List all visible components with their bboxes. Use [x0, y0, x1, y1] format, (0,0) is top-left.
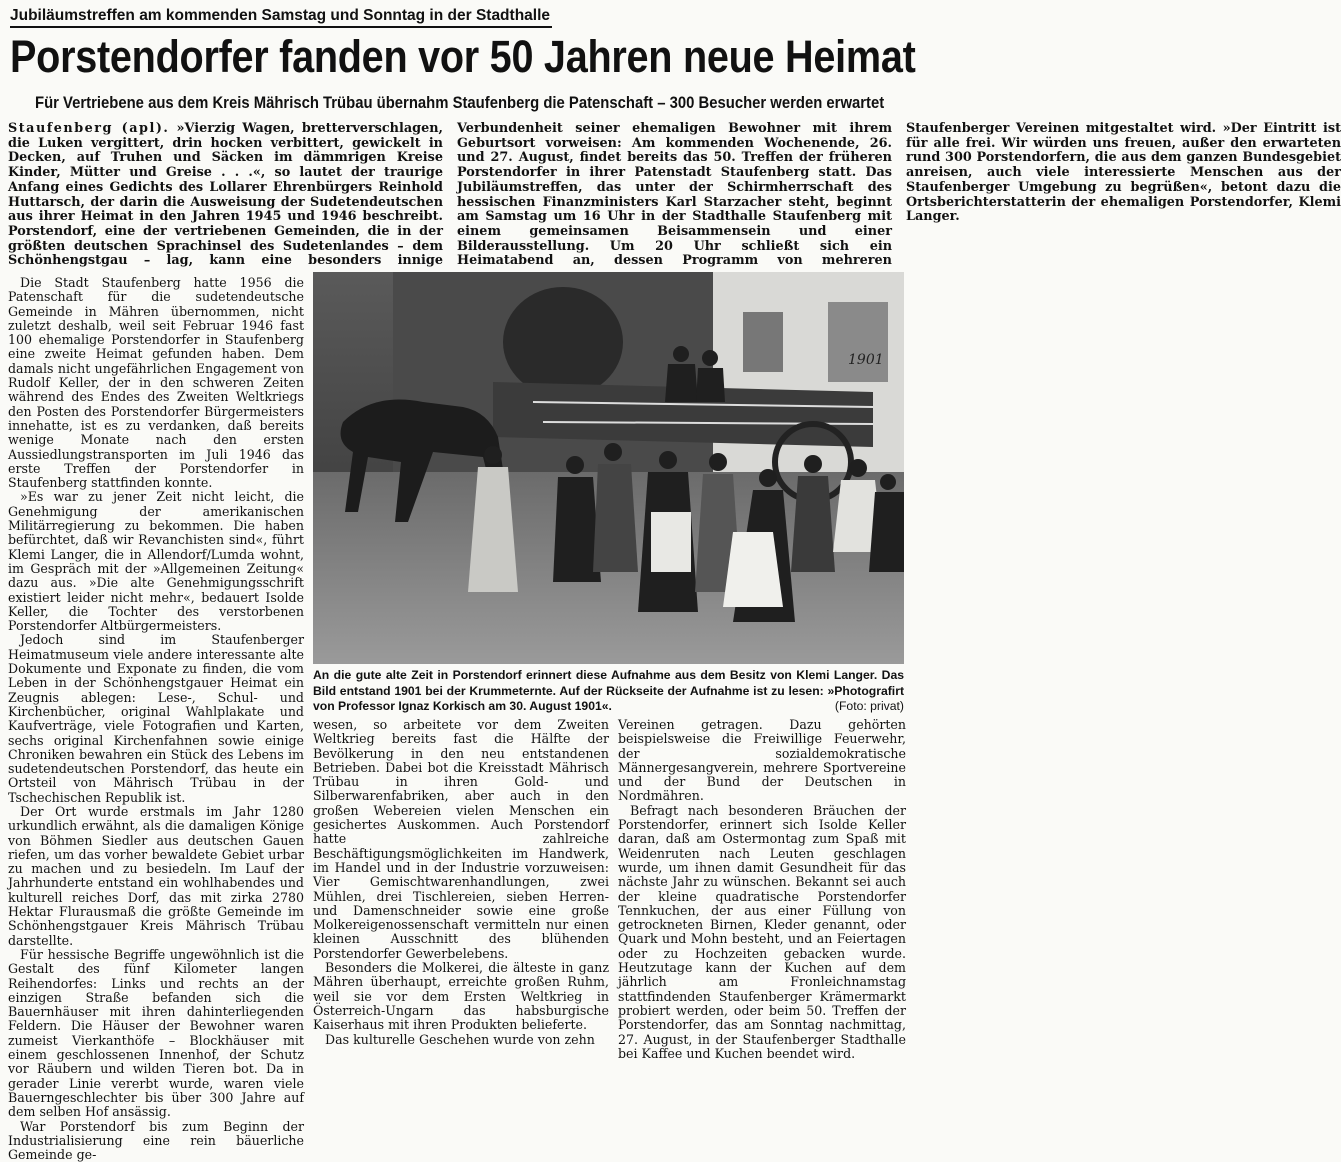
headline: Porstendorfer fanden vor 50 Jahren neue Heimat [10, 31, 916, 82]
caption-text: An die gute alte Zeit in Porstendorf erinnert diese Aufnahme aus dem Besitz von Klemi Langer. Das Bild entstand 1901 bei der Krummeternte. Auf der Rückseite der Aufnahme ist zu lesen: »Photografirt von Professor Ignaz Korkisch am 30. August 1901«. [313, 668, 904, 713]
paragraph: War Porstendorf bis zum Beginn der Industrialisierung eine rein bäuerliche Gemeinde ge- [8, 1118, 304, 1162]
intro-body: »Vierzig Wagen, bretterverschlagen, die Luken vergittert, drin hocken verbittert, gewickelt in Decken, auf Truhen und Säcken im dämmrigen Kreise Kinder, Mütter und Greise . . .«, so lautet der traurige Anfang eines Gedichts des Lollarer Ehrenbürgers Reinhold Huttarsch, der darin die Ausweisung der Sudetendeutschen aus ihrer Heimat in den Jahren 1945 und 1946 beschreibt. Porstendorf, eine der vertriebenen Gemeinden, die in der größten deutschen Sprachinsel des Sudetenlandes – dem Schönhengstgau – lag, kann eine besonders innige Verbundenheit seiner ehemaligen Bewohner mit ihrem Geburtsort vorweisen: Am kommenden Wochenende, 26. und 27. August, findet bereits das 50. Treffen der früheren Porstendorfer in ihrer Patenstadt Staufenberg statt. Das Jubiläumstreffen, das unter der Schirmherrschaft des hessischen Finanzministers Karl Starzacher steht, beginnt am Samstag um 16 Uhr in der Stadthalle Staufenberg mit einem gemeinsamen Beisammensein und einer Bilderausstellung. Um 20 Uhr schließt sich ein Heimatabend an, dessen Programm von mehreren Staufenberger Vereinen mitgestaltet wird. »Der Eintritt ist für alle frei. Wir würden uns freuen, außer den erwarteten rund 300 Porstendorfern, die aus dem ganzen Bundesgebiet anreisen, auch viele interessierte Menschen aus der Staufenberger Umgebung zu begrüßen«, betont dazu die Ortsberichterstatterin der ehemaligen Porstendorfer, Klemi Langer. [8, 121, 1341, 269]
paragraph: Das kulturelle Geschehen wurde von zehn [325, 1031, 595, 1047]
paragraph: Der Ort wurde erstmals im Jahr 1280 urkundlich erwähnt, als die damaligen Könige von Böhmen Siedler aus deutschen Gauen riefen, um das vorher bewaldete Gebiet urbar zu machen und zu besiedeln. Im Lauf der Jahrhunderte entstand ein wohlhabendes und kulturell reiches Dorf, das mit zirka 2780 Hektar Flurausmaß die größte Gemeinde im Schönhengstgauer Kreis Mährisch Trübau darstellte. [8, 803, 304, 948]
paragraph: Jedoch sind im Staufenberger Heimatmuseum viele andere interessante alte Dokumente und Exponate zu finden, die vom Leben in der Schönhengstgauer Heimat ein Zeugnis ablegen: Lese-, Schul- und Kirchenbücher, original Wahlplakate und Kaufverträge, viele Fotografien und Karten, sechs original Kirchenfahnen sowie einige Chroniken bewahren ein Stück des Lebens im sudetendeutschen Porstendorf, das heute ein Ortsteil von Mährisch Trübau in der Tschechischen Republik ist. [8, 632, 304, 805]
article-column-1 [8, 275, 304, 1162]
paragraph: wesen, so arbeitete vor dem Zweiten Weltkrieg bereits fast die Hälfte der Bevölkerung in den neu entstandenen Betrieben. Dabei bot die Kreisstadt Mährisch Trübau in ihren Gold- und Silberwarenfabriken, aber auch in den großen Webereien vielen Menschen ein gesichertes Auskommen. Auch Porstendorf hatte zahlreiche Beschäftigungsmöglichkeiten im Handwerk, im Handel und in der Industrie vorzuweisen: Vier Gemischtwarenhandlungen, zwei Mühlen, drei Tischlereien, sieben Herren- und Damenschneider sowie eine große Molkereigenossenschaft vermitteln nur einen kleinen Ausschnitt des blühenden Porstendorfer Gewerbelebens. [313, 717, 609, 961]
intro-text [8, 121, 1341, 270]
harvest-scene-image [313, 272, 904, 664]
paragraph: Für hessische Begriffe ungewöhnlich ist die Gestalt des fünf Kilometer langen Reihendorfes: Links und rechts an der einzigen Straße befanden sich die Bauernhäuser mit ihren dahinterliegenden Feldern. Die Häuser der Bewohner waren zumeist Vierkanthöfe – Blockhäuser mit einem geschlossenen Innenhof, der Schutz vor Räubern und wilden Tieren bot. Da in gerader Linie vererbt wurde, waren viele Bauerngeschlechter bis über 300 Jahre auf dem selben Hof ansässig. [8, 946, 304, 1120]
photo-credit: (Foto: privat) [834, 699, 904, 713]
paragraph: Besonders die Molkerei, die älteste in ganz Mähren überhaupt, erreichte großen Ruhm, weil sie vor dem Ersten Weltkrieg in Österreich-Ungarn das habsburgische Kaiserhaus mit ihren Produkten belieferte. [313, 960, 609, 1033]
article-column-3 [618, 717, 906, 1061]
subhead: Für Vertriebene aus dem Kreis Mährisch Trübau übernahm Staufenberg die Patenschaft – 300 Besucher werden erwartet [35, 94, 885, 112]
photo-caption [313, 668, 904, 715]
paragraph: Die Stadt Staufenberg hatte 1956 die Patenschaft für die sudetendeutsche Gemeinde in Mähren übernommen, nicht zuletzt deshalb, weil seit Februar 1946 fast 100 ehemalige Porstendorfer in Staufenberg eine zweite Heimat gefunden haben. Dem damals nicht ungefährlichen Engagement von Rudolf Keller, der in den schweren Zeiten während des Endes des Zweiten Weltkriegs den Posten des Porstendorfer Bürgermeisters innehatte, ist es zu verdanken, daß bereits wenige Monate nach den ersten Aussiedlungstransporten im Juli 1946 das erste Treffen der Porstendorfer in Staufenberg stattfinden konnte. [8, 275, 304, 491]
photo-year-mark: 1901 [848, 352, 884, 368]
paragraph: »Es war zu jener Zeit nicht leicht, die Genehmigung der amerikanischen Militärregierung zu bekommen. Die haben befürchtet, daß wir Revanchisten sind«, führt Klemi Langer, die in Allendorf/Lumda wohnt, im Gespräch mit der »Allgemeinen Zeitung« dazu aus. »Die alte Genehmigungsschrift existiert leider nicht mehr«, bedauert Isolde Keller, die Tochter des verstorbenen Porstendorfer Altbürgermeisters. [8, 489, 304, 634]
dateline: Staufenberg (apl). [8, 121, 170, 136]
paragraph: Vereinen getragen. Dazu gehörten beispielsweise die Freiwillige Feuerwehr, der sozialdemokratische Männergesangverein, mehrere Sportvereine und der Bund der Deutschen in Nordmähren. [618, 717, 906, 804]
historic-photo [313, 272, 904, 664]
kicker: Jubiläumstreffen am kommenden Samstag und Sonntag in der Stadthalle [10, 6, 552, 28]
article-column-2 [313, 717, 609, 1047]
paragraph: Befragt nach besonderen Bräuchen der Porstendorfer, erinnert sich Isolde Keller daran, daß am Ostermontag zum Spaß mit Weidenruten nach Leuten geschlagen wurde, um ihnen damit Gesundheit für das nächste Jahr zu wünschen. Bekannt sei auch der kleine quadratische Porstendorfer Tennkuchen, der aus einer Füllung von getrockneten Birnen, Kleder genannt, oder Quark und Mohn besteht, und an Feiertagen oder zu Hochzeiten gebacken wurde. Heutzutage kann der Kuchen auf dem jährlich am Fronleichnamstag stattfindenden Staufenberger Krämermarkt probiert werden, oder beim 50. Treffen der Porstendorfer, das am Sonntag nachmittag, 27. August, in der Staufenberger Stadthalle bei Kaffee und Kuchen beendet wird. [618, 802, 906, 1061]
